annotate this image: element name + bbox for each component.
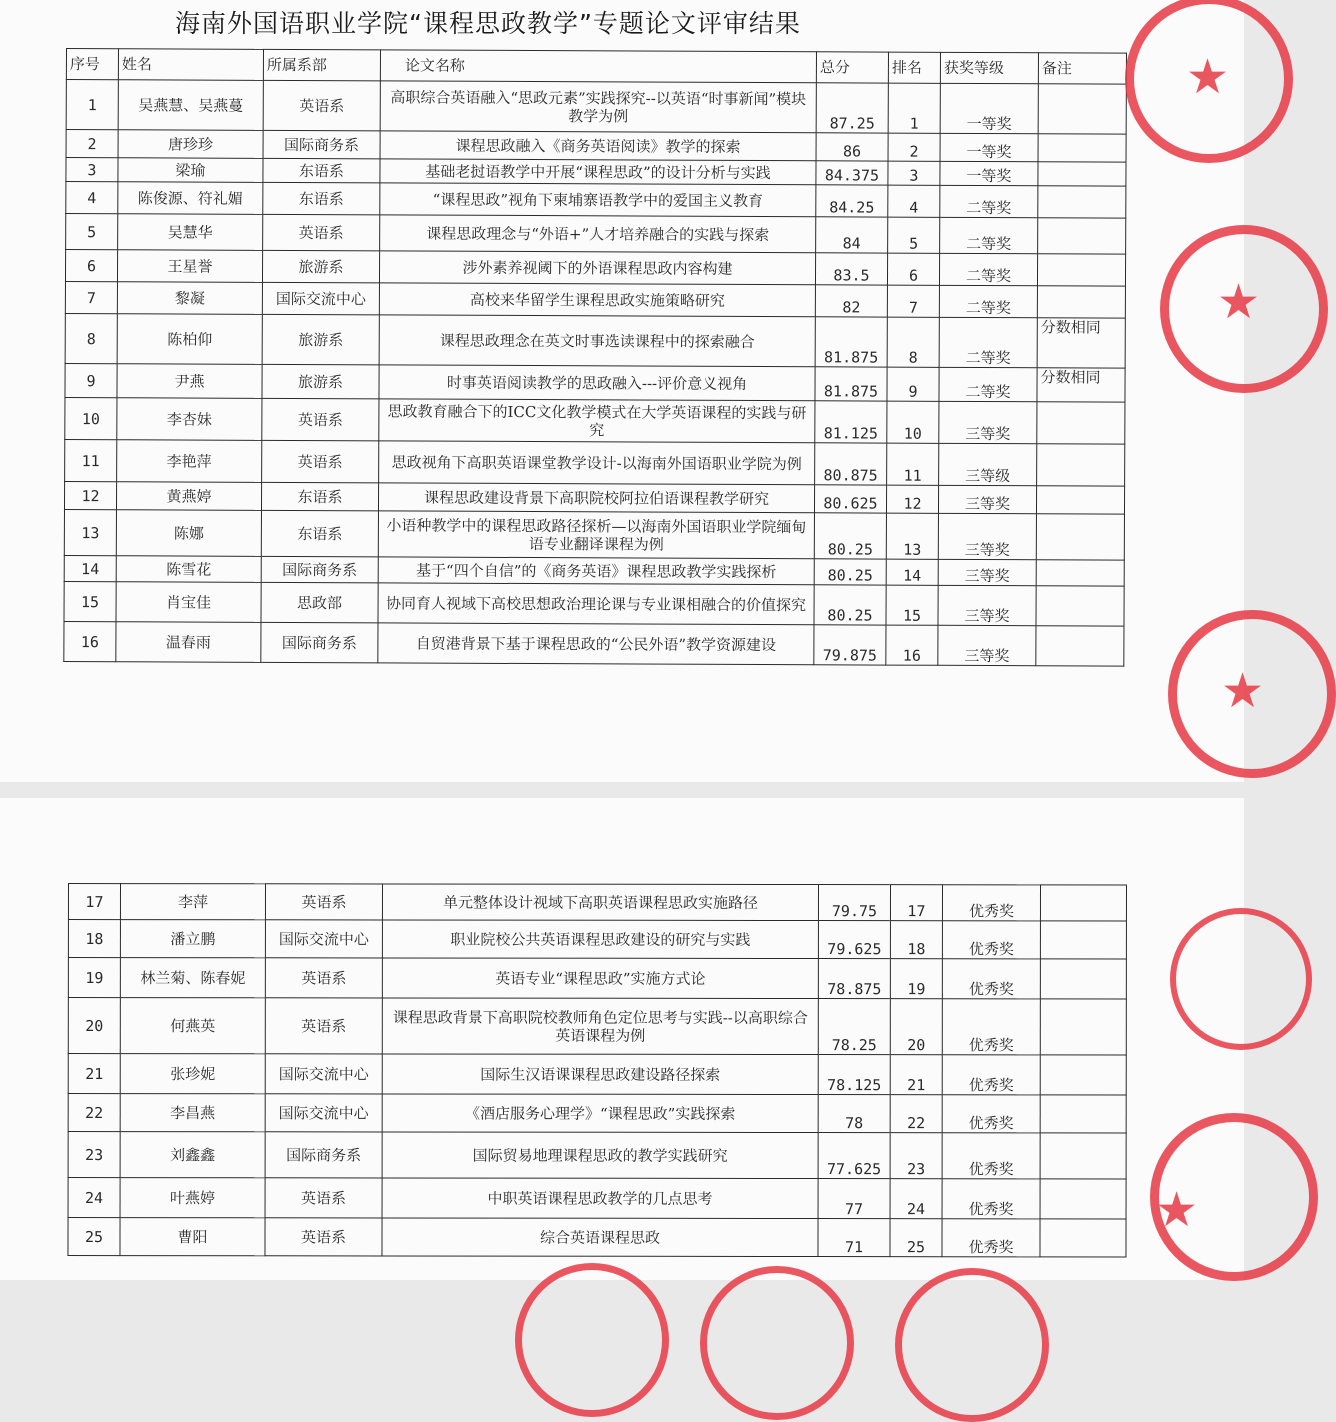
cell-dept: 旅游系 [262,250,379,283]
cell-name: 肖宝佳 [116,582,261,623]
cell-num: 9 [65,363,117,397]
cell-name: 李萍 [120,884,265,920]
cell-note: 分数相同 [1037,368,1125,402]
cell-name: 陈雪花 [116,556,261,583]
cell-paper-title: 自贸港背景下基于课程思政的“公民外语”教学资源建设 [378,623,814,665]
cell-rank: 4 [888,185,940,217]
cell-rank: 22 [890,1095,942,1133]
cell-dept: 英语系 [265,884,382,920]
cell-score: 86 [816,133,888,161]
cell-paper-title: 综合英语课程思政 [382,1218,818,1257]
cell-num: 13 [64,509,116,555]
cell-award: 优秀奖 [942,999,1040,1055]
cell-rank: 1 [888,83,940,133]
cell-name: 温春雨 [116,622,261,663]
cell-award: 三等奖 [938,625,1036,665]
cell-note [1038,84,1126,134]
table-header-row [66,49,1126,85]
cell-paper-title: 思政教育融合下的ICC文化教学模式在大学英语课程的实践与研究 [379,399,815,443]
cell-rank: 18 [890,921,942,959]
cell-num: 24 [68,1178,120,1218]
cell-paper-title: 国际生汉语课课程思政建设路径探索 [382,1054,818,1095]
cell-paper-title: 英语专业“课程思政”实施方式论 [382,958,818,999]
seal-stamp-bottom-2 [700,1266,854,1420]
cell-award: 优秀奖 [942,1219,1040,1257]
cell-rank: 2 [888,133,940,161]
cell-paper-title: 基础老挝语教学中开展“课程思政”的设计分析与实践 [380,159,816,185]
cell-score: 80.875 [815,443,887,485]
table-row [66,182,1126,219]
cell-name: 李艳萍 [117,440,262,483]
table-row [68,958,1126,999]
cell-paper-title: 课程思政融入《商务英语阅读》教学的探索 [380,131,816,161]
cell-dept: 英语系 [265,1218,382,1256]
cell-award: 优秀奖 [942,1095,1040,1133]
cell-paper-title: 课程思政建设背景下高职院校阿拉伯语课程教学研究 [378,483,814,513]
seal-star-icon: ★ [1221,663,1265,719]
cell-note [1038,218,1126,254]
cell-score: 79.875 [814,625,886,665]
cell-award: 优秀奖 [942,1179,1040,1219]
cell-note [1036,626,1124,666]
cell-name: 刘鑫鑫 [120,1132,265,1178]
table-row [68,1094,1126,1133]
cell-paper-title: 思政视角下高职英语课堂教学设计-以海南外国语职业学院为例 [379,441,815,485]
table-body-1 [64,80,1127,667]
cell-name: 陈柏仰 [117,314,262,365]
cell-name: 潘立鹏 [120,920,265,958]
cell-num: 23 [68,1132,120,1178]
cell-paper-title: 《酒店服务心理学》“课程思政”实践探索 [382,1094,818,1133]
table-row [64,581,1124,626]
cell-rank: 21 [890,1055,942,1095]
header-score: 总分 [816,52,888,83]
cell-name: 何燕英 [120,998,265,1054]
table-row [65,250,1125,287]
cell-score: 80.25 [814,585,886,625]
cell-num: 5 [66,214,118,250]
table-row [68,884,1126,921]
cell-dept: 英语系 [265,998,382,1054]
seal-stamp-4 [1170,908,1312,1050]
cell-note [1036,514,1124,560]
cell-num: 1 [66,80,118,130]
cell-note [1040,1179,1126,1219]
cell-dept: 英语系 [262,398,379,441]
cell-num: 25 [68,1218,120,1256]
cell-award: 优秀奖 [942,885,1040,921]
seal-star-icon: ★ [1155,1182,1199,1238]
table-row [65,313,1125,368]
table-row [66,214,1126,255]
cell-paper-title: “课程思政”视角下柬埔寨语教学中的爱国主义教育 [380,183,816,217]
cell-award: 三等级 [939,443,1037,485]
cell-num: 11 [65,439,117,481]
cell-dept: 国际商务系 [265,1132,382,1178]
cell-name: 李杏妹 [117,398,262,441]
cell-name: 王星誉 [117,250,262,283]
cell-paper-title: 职业院校公共英语课程思政建设的研究与实践 [382,920,818,959]
cell-rank: 12 [886,485,938,513]
cell-note [1040,1095,1126,1133]
table-row [64,621,1124,666]
cell-rank: 19 [890,959,942,999]
cell-score: 77 [818,1179,890,1219]
cell-score: 83.5 [815,253,887,285]
seal-stamp-5 [1150,1113,1318,1281]
cell-award: 一等奖 [940,83,1038,133]
cell-rank: 15 [886,585,938,625]
cell-note [1037,402,1125,444]
header-num: 序号 [66,49,118,80]
cell-num: 22 [68,1094,120,1132]
table-row [65,397,1125,444]
table-row [68,1218,1126,1257]
header-rank: 排名 [888,52,940,83]
cell-rank: 5 [888,217,940,253]
cell-name: 张珍妮 [120,1054,265,1094]
table-row [66,80,1126,135]
cell-award: 二等奖 [939,367,1037,401]
cell-num: 6 [65,250,117,282]
cell-dept: 英语系 [263,80,380,131]
cell-dept: 思政部 [261,582,378,623]
cell-score: 78.25 [818,999,890,1055]
table-row [65,363,1125,402]
cell-num: 12 [64,481,116,509]
cell-num: 19 [68,958,120,998]
cell-dept: 英语系 [265,1178,382,1218]
cell-rank: 10 [887,401,939,443]
cell-num: 21 [68,1054,120,1094]
cell-note [1040,999,1126,1055]
cell-score: 80.625 [814,485,886,513]
cell-rank: 3 [888,161,940,185]
cell-score: 87.25 [816,83,888,133]
cell-note [1040,885,1126,921]
cell-dept: 国际交流中心 [265,920,382,958]
cell-award: 二等奖 [940,217,1038,253]
cell-award: 三等奖 [938,485,1036,513]
cell-note: 分数相同 [1037,318,1125,368]
cell-name: 梁瑜 [118,158,263,183]
cell-paper-title: 高校来华留学生课程思政实施策略研究 [379,283,815,317]
cell-rank: 7 [887,285,939,317]
cell-dept: 旅游系 [262,314,379,365]
cell-name: 黄燕婷 [116,482,261,511]
cell-num: 14 [64,555,116,581]
cell-note [1040,1219,1126,1257]
table-row [68,1132,1126,1179]
table-row [68,1178,1126,1219]
cell-rank: 11 [887,443,939,485]
cell-score: 81.125 [815,401,887,443]
cell-name: 吴慧华 [118,214,263,251]
cell-num: 15 [64,581,116,621]
cell-score: 80.25 [814,559,886,585]
header-paper: 论文名称 [380,50,816,83]
cell-dept: 英语系 [263,214,380,251]
cell-rank: 24 [890,1179,942,1219]
cell-num: 17 [68,884,120,920]
cell-paper-title: 国际贸易地理课程思政的教学实践研究 [382,1132,818,1179]
cell-award: 三等奖 [938,559,1036,585]
cell-score: 78 [818,1095,890,1133]
cell-name: 曹阳 [120,1218,265,1256]
cell-score: 84.375 [816,161,888,185]
table-row [65,281,1125,318]
cell-award: 一等奖 [940,133,1038,161]
table-body-2 [68,884,1127,1257]
cell-note [1038,134,1126,162]
cell-score: 81.875 [815,367,887,401]
cell-dept: 旅游系 [262,364,379,399]
cell-rank: 17 [890,885,942,921]
cell-num: 10 [65,397,117,439]
cell-paper-title: 小语种教学中的课程思政路径探析—以海南外国语职业学院缅甸语专业翻译课程为例 [378,511,814,559]
cell-score: 77.625 [818,1133,890,1179]
cell-note [1036,560,1124,586]
header-note: 备注 [1038,53,1126,84]
cell-num: 4 [66,182,118,214]
seal-stamp-bottom-3 [895,1268,1049,1422]
cell-num: 20 [68,998,120,1054]
cell-note [1037,444,1125,486]
cell-score: 78.875 [818,959,890,999]
cell-award: 二等奖 [939,317,1037,367]
table-row [68,920,1126,959]
cell-paper-title: 单元整体设计视域下高职英语课程思政实施路径 [382,884,818,921]
cell-score: 84.25 [816,185,888,217]
cell-award: 二等奖 [939,285,1037,317]
cell-num: 3 [66,158,118,182]
cell-note [1036,586,1124,626]
table-row [68,998,1126,1055]
cell-paper-title: 中职英语课程思政教学的几点思考 [382,1178,818,1219]
table-row [68,1054,1126,1095]
cell-note [1038,162,1126,186]
cell-paper-title: 协同育人视域下高校思想政治理论课与专业课相融合的价值探究 [378,583,814,625]
cell-paper-title: 高职综合英语融入“思政元素”实践探究--以英语“时事新闻”模块教学为例 [380,81,816,133]
seal-star-icon: ★ [1217,274,1261,330]
cell-rank: 14 [886,559,938,585]
cell-score: 79.75 [818,885,890,921]
cell-rank: 16 [886,625,938,665]
cell-dept: 英语系 [262,440,379,483]
cell-name: 唐珍珍 [118,130,263,159]
cell-name: 叶燕婷 [120,1178,265,1218]
results-table-2 [67,883,1127,1257]
document-page-2 [0,798,1244,1280]
cell-name: 李昌燕 [120,1094,265,1132]
header-dept: 所属系部 [263,49,380,81]
cell-name: 陈娜 [116,510,261,557]
cell-award: 二等奖 [940,185,1038,217]
cell-award: 三等奖 [938,513,1036,559]
cell-score: 80.25 [814,513,886,559]
cell-rank: 13 [886,513,938,559]
cell-name: 尹燕 [117,364,262,399]
cell-dept: 国际交流中心 [262,282,379,315]
cell-score: 81.875 [815,317,887,367]
cell-award: 优秀奖 [942,1055,1040,1095]
cell-num: 18 [68,920,120,958]
header-award: 获奖等级 [940,52,1038,83]
cell-award: 三等奖 [939,401,1037,443]
table-row [65,439,1125,486]
seal-stamp-bottom-1 [515,1263,669,1417]
cell-dept: 国际商务系 [263,130,380,159]
seal-stamp-1 [1125,0,1293,163]
cell-note [1040,921,1126,959]
cell-note [1040,959,1126,999]
cell-award: 优秀奖 [942,959,1040,999]
cell-dept: 英语系 [265,958,382,998]
cell-note [1036,486,1124,514]
cell-name: 黎凝 [117,282,262,315]
cell-note [1038,186,1126,218]
cell-num: 16 [64,621,116,661]
cell-dept: 东语系 [261,510,378,557]
cell-rank: 6 [887,253,939,285]
cell-dept: 国际商务系 [261,556,378,583]
seal-star-icon: ★ [1186,49,1230,105]
cell-paper-title: 课程思政理念在英文时事选读课程中的探索融合 [379,315,815,367]
cell-rank: 20 [890,999,942,1055]
header-name: 姓名 [118,49,263,81]
cell-dept: 国际交流中心 [265,1094,382,1132]
cell-award: 优秀奖 [942,1133,1040,1179]
cell-name: 陈俊源、符礼媚 [118,182,263,215]
cell-note [1040,1133,1126,1179]
cell-rank: 23 [890,1133,942,1179]
cell-paper-title: 基于“四个自信”的《商务英语》课程思政教学实践探析 [378,557,814,585]
cell-dept: 国际商务系 [261,622,378,663]
cell-note [1037,286,1125,318]
cell-dept: 东语系 [261,482,378,511]
cell-num: 7 [65,281,117,313]
cell-dept: 东语系 [263,158,380,183]
cell-paper-title: 课程思政理念与“外语+”人才培养融合的实践与探索 [380,215,816,253]
cell-rank: 8 [887,317,939,367]
cell-num: 2 [66,130,118,158]
cell-score: 78.125 [818,1055,890,1095]
cell-award: 一等奖 [940,161,1038,185]
document-title: 海南外国语职业学院“课程思政教学”专题论文评审结果 [175,9,801,38]
cell-num: 8 [65,313,117,363]
cell-rank: 25 [890,1219,942,1257]
cell-name: 林兰菊、陈春妮 [120,958,265,998]
cell-score: 71 [818,1219,890,1257]
cell-dept: 东语系 [263,182,380,215]
cell-award: 二等奖 [939,253,1037,285]
cell-dept: 国际交流中心 [265,1054,382,1094]
cell-score: 82 [815,285,887,317]
cell-score: 84 [816,217,888,253]
cell-award: 三等奖 [938,585,1036,625]
cell-name: 吴燕慧、吴燕蔓 [118,80,263,131]
cell-note [1040,1055,1126,1095]
cell-award: 优秀奖 [942,921,1040,959]
cell-paper-title: 课程思政背景下高职院校教师角色定位思考与实践--以高职综合英语课程为例 [382,998,818,1055]
cell-note [1037,254,1125,286]
table-row [64,509,1124,560]
results-table-1 [63,48,1127,667]
cell-rank: 9 [887,367,939,401]
cell-score: 79.625 [818,921,890,959]
cell-paper-title: 时事英语阅读教学的思政融入---评价意义视角 [379,365,815,401]
seal-stamp-3 [1168,610,1336,778]
seal-stamp-2 [1160,225,1328,393]
cell-paper-title: 涉外素养视阈下的外语课程思政内容构建 [379,251,815,285]
